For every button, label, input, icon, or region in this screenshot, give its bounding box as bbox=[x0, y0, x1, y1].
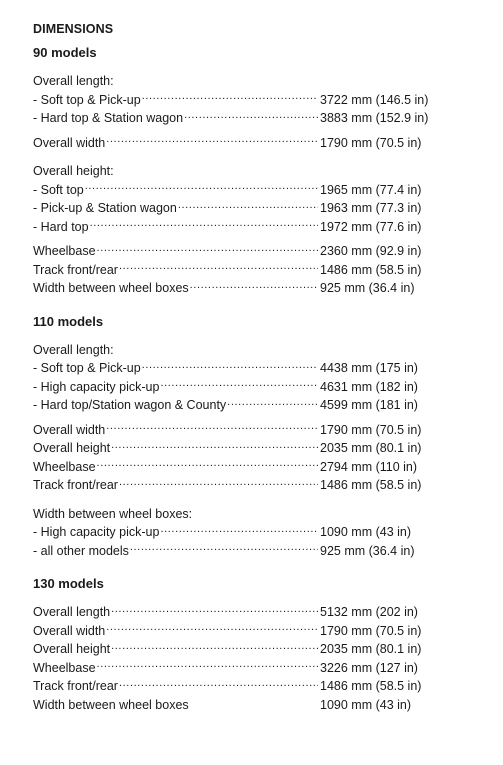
spec-value: 1486 mm (58.5 in) bbox=[320, 262, 422, 277]
spec-row bbox=[33, 421, 433, 440]
spec-value: 2794 mm (110 in) bbox=[320, 459, 418, 474]
spec-row bbox=[33, 378, 433, 397]
spec-row bbox=[33, 542, 433, 561]
spec-value: 1486 mm (58.5 in) bbox=[320, 478, 422, 492]
spec-label: - Hard top & Station wagon bbox=[33, 111, 184, 125]
spec-label: Overall length bbox=[33, 605, 111, 619]
dot-leader bbox=[106, 622, 318, 635]
spec-value: 2360 mm (92.9 in) bbox=[320, 244, 422, 258]
spec-value: 3722 mm (146.5 in) bbox=[320, 92, 429, 107]
spec-value: 3226 mm (127 in) bbox=[320, 660, 418, 675]
spec-value: 1790 mm (70.5 in) bbox=[320, 135, 422, 150]
spec-label: - Soft top & Pick-up bbox=[33, 361, 141, 375]
spec-label: Wheelbase bbox=[33, 459, 96, 474]
section-heading: 130 models bbox=[33, 576, 104, 591]
spec-label: - High capacity pick-up bbox=[33, 525, 160, 539]
spec-label: - Soft top bbox=[33, 182, 84, 197]
dot-leader bbox=[142, 360, 318, 373]
spec-label: - High capacity pick-up bbox=[33, 379, 160, 394]
spec-value: 1090 mm (43 in) bbox=[320, 525, 412, 539]
spec-value: 1790 mm (70.5 in) bbox=[320, 623, 422, 638]
spec-value: 1963 mm (77.3 in) bbox=[320, 201, 422, 215]
spec-row bbox=[33, 659, 433, 678]
spec-row bbox=[33, 603, 433, 622]
spec-label: Track front/rear bbox=[33, 679, 118, 693]
spec-value: 5132 mm (202 in) bbox=[320, 605, 418, 619]
spec-row bbox=[33, 134, 433, 153]
spec-row bbox=[33, 439, 433, 458]
spec-value: 1090 mm (43 in) bbox=[320, 697, 412, 712]
spec-row bbox=[33, 476, 433, 495]
spec-row bbox=[33, 359, 433, 378]
group-label: Overall length: bbox=[33, 342, 114, 357]
dot-leader bbox=[97, 458, 318, 471]
spec-value: 1965 mm (77.4 in) bbox=[320, 182, 422, 197]
spec-label: - Pick-up & Station wagon bbox=[33, 201, 177, 215]
spec-value: 1790 mm (70.5 in) bbox=[320, 422, 422, 437]
section-90-models bbox=[33, 44, 433, 298]
spec-label: Width between wheel boxes bbox=[33, 281, 189, 295]
dot-leader bbox=[190, 280, 318, 293]
spec-row bbox=[33, 199, 433, 218]
dot-leader bbox=[97, 243, 318, 256]
dot-leader bbox=[130, 542, 318, 555]
spec-label: Track front/rear bbox=[33, 262, 118, 277]
dot-leader bbox=[119, 678, 318, 691]
dot-leader bbox=[227, 397, 318, 410]
spec-value: 4438 mm (175 in) bbox=[320, 361, 418, 375]
spec-row bbox=[33, 261, 433, 280]
spec-label: Overall width bbox=[33, 135, 106, 150]
spec-value: 2035 mm (80.1 in) bbox=[320, 441, 422, 455]
spec-value: 4631 mm (182 in) bbox=[320, 379, 418, 394]
spec-row bbox=[33, 523, 433, 542]
spec-label: Overall height bbox=[33, 441, 111, 455]
group-label: Overall length: bbox=[33, 74, 114, 88]
dot-leader bbox=[111, 440, 318, 453]
spec-label: - Soft top & Pick-up bbox=[33, 92, 141, 107]
spec-label: Width between wheel boxes bbox=[33, 697, 189, 712]
spec-value: 4599 mm (181 in) bbox=[320, 398, 418, 412]
group-label: Overall height: bbox=[33, 164, 114, 178]
spec-label: - Hard top/Station wagon & County bbox=[33, 398, 227, 412]
spec-label: Track front/rear bbox=[33, 478, 118, 492]
dot-leader bbox=[97, 659, 318, 672]
page-title: DIMENSIONS bbox=[33, 22, 114, 36]
dot-leader bbox=[106, 134, 318, 147]
spec-value: 3883 mm (152.9 in) bbox=[320, 111, 429, 125]
spec-value: 1972 mm (77.6 in) bbox=[320, 219, 422, 234]
dot-leader bbox=[178, 200, 318, 213]
dot-leader bbox=[142, 91, 318, 104]
dot-leader bbox=[106, 421, 318, 434]
spec-label: - all other models bbox=[33, 543, 129, 558]
section-110-models bbox=[33, 313, 433, 561]
spec-label: Wheelbase bbox=[33, 244, 96, 258]
dot-leader bbox=[90, 218, 318, 231]
spec-row bbox=[33, 109, 433, 128]
spec-row bbox=[33, 242, 433, 261]
dot-leader bbox=[160, 378, 318, 391]
spec-row bbox=[33, 640, 433, 659]
dimensions-page bbox=[33, 20, 433, 714]
spec-value: 2035 mm (80.1 in) bbox=[320, 642, 422, 656]
dot-leader bbox=[111, 641, 318, 654]
dot-leader bbox=[111, 604, 318, 617]
spec-label: Overall height bbox=[33, 642, 111, 656]
dot-leader bbox=[119, 477, 318, 490]
spec-row bbox=[33, 279, 433, 298]
dot-leader bbox=[119, 261, 318, 274]
spec-label: Wheelbase bbox=[33, 660, 96, 675]
spec-row bbox=[33, 181, 433, 200]
dot-leader bbox=[85, 181, 318, 194]
spec-row bbox=[33, 696, 433, 715]
spec-value: 925 mm (36.4 in) bbox=[320, 281, 415, 295]
section-130-models bbox=[33, 575, 433, 714]
section-heading: 110 models bbox=[33, 313, 104, 329]
spec-label: Overall width bbox=[33, 623, 106, 638]
dot-leader bbox=[160, 524, 318, 537]
spec-row bbox=[33, 91, 433, 110]
section-heading: 90 models bbox=[33, 45, 97, 60]
spec-value: 925 mm (36.4 in) bbox=[320, 543, 415, 558]
spec-row bbox=[33, 396, 433, 415]
spec-row bbox=[33, 677, 433, 696]
spec-label: Overall width bbox=[33, 422, 106, 437]
group-label: Width between wheel boxes: bbox=[33, 506, 193, 521]
dot-leader bbox=[184, 110, 318, 123]
spec-value: 1486 mm (58.5 in) bbox=[320, 679, 422, 693]
spec-row bbox=[33, 458, 433, 477]
spec-label: - Hard top bbox=[33, 219, 89, 234]
dot-leader bbox=[190, 696, 318, 709]
spec-row bbox=[33, 218, 433, 237]
spec-row bbox=[33, 622, 433, 641]
